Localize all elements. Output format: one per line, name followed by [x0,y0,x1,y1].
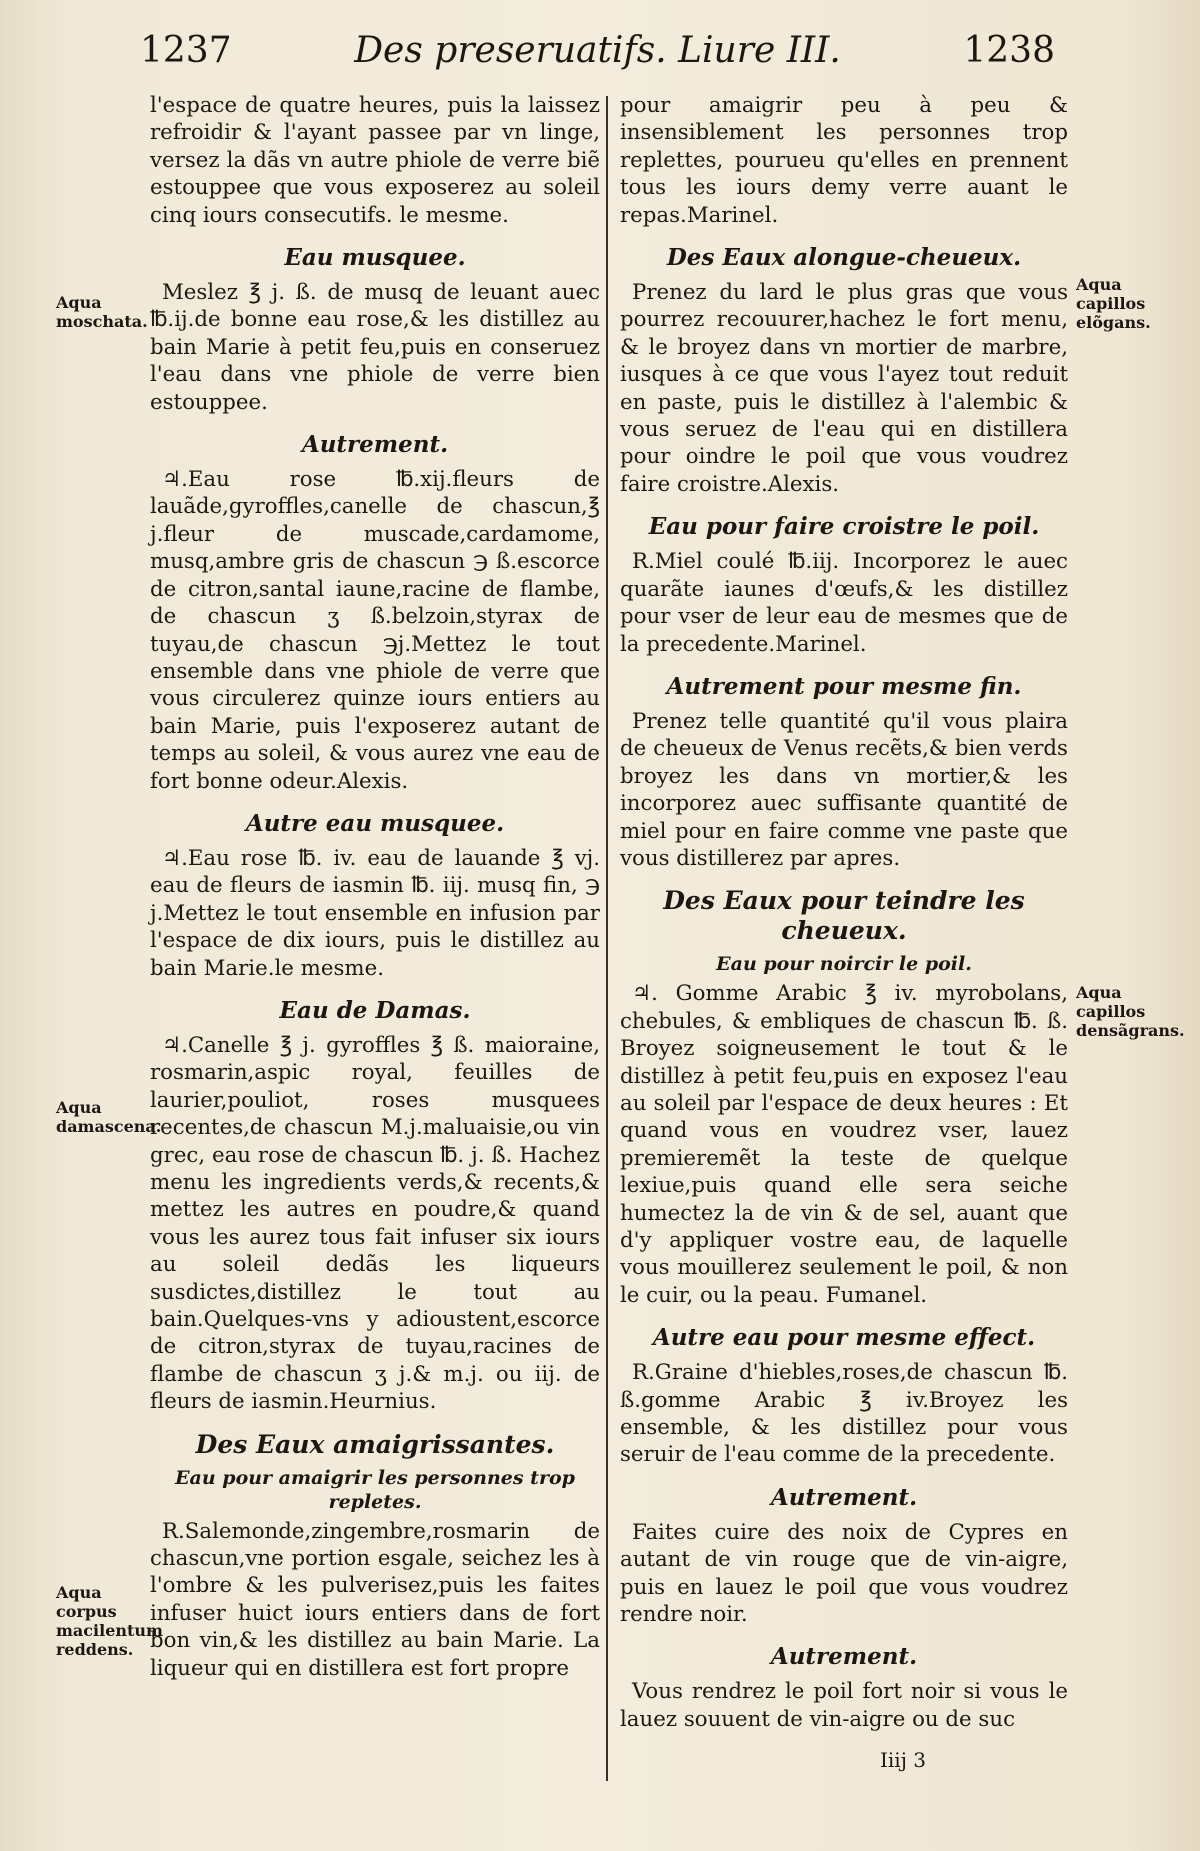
right-page-number: 1238 [963,30,1055,71]
signature-mark: Iiij 3 [880,1748,926,1772]
paragraph: R.Graine d'hiebles,roses,de chascun ℔. ß.gomme Arabic ℥ iv.Broyez les ensemble, & les distillez pour vous seruir de l'eau comme de la precedente. [620,1360,1068,1468]
margin-note-aqua-corpus: Aqua corpus macilentum reddens. [56,1583,163,1659]
paragraph: Prenez telle quantité qu'il vous plaira de cheueux de Venus recẽts,& bien verds broyez les dans vn mortier,& les incorporez auec suffisante quantité de miel pour en faire comme vne paste que vous distillerez par apres. [620,708,1068,871]
section-heading: Des Eaux amaigrissantes. [195,1429,555,1459]
section-heading: Autre eau musquee. [245,809,505,837]
paragraph: ♃.Eau rose ℔. iv. eau de lauande ℥ vj. eau de fleurs de iasmin ℔. iij. musq fin, ℈ j.Mettez le tout ensemble en infusion par l'espace de dix iours, puis le distillez au bain Marie.le mesme. [150,845,600,981]
section-heading: Eau musquee. [284,244,466,272]
section-heading: Autre eau pour mesme effect. [652,1324,1036,1352]
subsection-heading: Eau pour amaigrir les personnes trop repletes. [175,1466,575,1513]
paragraph: Meslez ℥ j. ß. de musq de leuant auec ℔.ij.de bonne eau rose,& les distillez au bain Marie à petit feu,puis en conseruez l'eau dans vne phiole de verre bien estouppee. [150,280,600,415]
section-heading: Autrement pour mesme fin. [666,672,1022,700]
section-heading: Autrement. [770,1483,918,1511]
paragraph: R.Miel coulé ℔.iij. Incorporez le auec quarãte iaunes d'œufs,& les distillez pour vser de leur eau de mesmes que de la precedente.Marinel. [620,549,1068,657]
section-heading: Eau de Damas. [279,996,471,1024]
left-page-number: 1237 [140,30,232,71]
running-header [140,30,1055,88]
paragraph: R.Salemonde,zingembre,rosmarin de chascun,vne portion esgale, seichez les à l'ombre & les pulverisez,puis les faites infuser huict iours entiers dans de fort bon vin,& les distillez au bain Marie. La liqueur qui en distillera est fort propre [150,1518,600,1681]
section-heading: Autrement. [301,431,449,459]
paragraph: l'espace de quatre heures, puis la laissez refroidir & l'ayant passee par vn linge, versez la dãs vn autre phiole de verre biẽ estouppee que vous exposerez au soleil cinq iours consecutifs. le mesme. [150,93,600,228]
margin-note-aqua-moschata: Aqua moschata. [56,293,148,331]
section-heading: Des Eaux alongue-cheueux. [666,244,1022,272]
column-divider [606,96,608,1781]
right-column [620,92,1068,1733]
paragraph: Vous rendrez le poil fort noir si vous le lauez souuent de vin-aigre ou de suc [620,1679,1068,1732]
paragraph: ♃. Gomme Arabic ℥ iv. myrobolans, chebules, & embliques de chascun ℔. ß. Broyez soigneusement le tout & le distillez à petit feu,puis en exposez l'eau au soleil par l'espace de deux heures : Et quand vous en voudrez vser, lauez premieremẽt la teste de quelque lexiue,puis quand elle sera seiche humectez la de vin & de sel, auant que d'y appliquer vostre eau, de laquelle vous mouillerez seulement le poil, & non le cuir, ou la peau. Fumanel. [620,981,1068,1308]
section-heading: Des Eaux pour teindre les cheueux. [663,886,1025,946]
running-title: Des preseruatifs. Liure III. [354,30,841,71]
section-heading: Autrement. [770,1643,918,1671]
paragraph: ♃.Eau rose ℔.xij.fleurs de lauãde,gyroffles,canelle de chascun,℥ j.fleur de muscade,cardamome, musq,ambre gris de chascun ℈ ß.escorce de citron,santal iaune,racine de flambe, de chascun ʒ ß.belzoin,styrax de tuyau,de chascun ℈j.Mettez le tout ensemble dans vne phiole de verre que vous circulerez quinze iours entiers au bain Marie, puis l'exposerez autant de temps au soleil, & vous aurez vne eau de fort bonne odeur.Alexis. [150,467,600,794]
section-heading: Eau pour faire croistre le poil. [648,513,1040,541]
paragraph: ♃.Canelle ℥ j. gyroffles ℥ ß. maioraine, rosmarin,aspic royal, feuilles de laurier,pouliot, roses musquees recentes,de chascun M.j.maluaisie,ou vin grec, eau rose de chascun ℔. j. ß. Hachez menu les ingredients verds,& recents,& mettez les autres en poudre,& quand vous les aurez tous fait infuser six iours au soleil dedãs les liqueurs susdictes,distillez le tout au bain.Quelques-vns y adioustent,escorce de citron,styrax de tuyau,racines de flambe de chascun ʒ j.& m.j. ou iij. de fleurs de iasmin.Heurnius. [150,1032,600,1415]
paragraph: Prenez du lard le plus gras que vous pourrez recouurer,hachez le fort menu, & le broyez dans vn mortier de marbre, iusques à ce que vous l'ayez tout reduit en paste, puis le distillez à l'alembic & vous seruez de l'eau qui en distillera pour oindre le poil que vous voudrez faire croistre.Alexis. [620,280,1068,497]
margin-note-aqua-capillos-dens: Aqua capillos densãgrans. [1076,983,1185,1040]
paragraph: Faites cuire des noix de Cypres en autant de vin rouge que de vin-aigre, puis en lauez le poil que vous voudrez rendre noir. [620,1519,1068,1628]
left-column [150,92,600,1682]
margin-note-aqua-capillos-elong: Aqua capillos elõgans. [1076,275,1151,332]
paragraph: pour amaigrir peu à peu & insensiblement les personnes trop replettes, pourueu qu'elles en prennent tous les iours demy verre auant le repas.Marinel. [620,93,1068,228]
subsection-heading: Eau pour noircir le poil. [716,953,972,976]
margin-note-aqua-damascena: Aqua damascena. [56,1098,162,1136]
